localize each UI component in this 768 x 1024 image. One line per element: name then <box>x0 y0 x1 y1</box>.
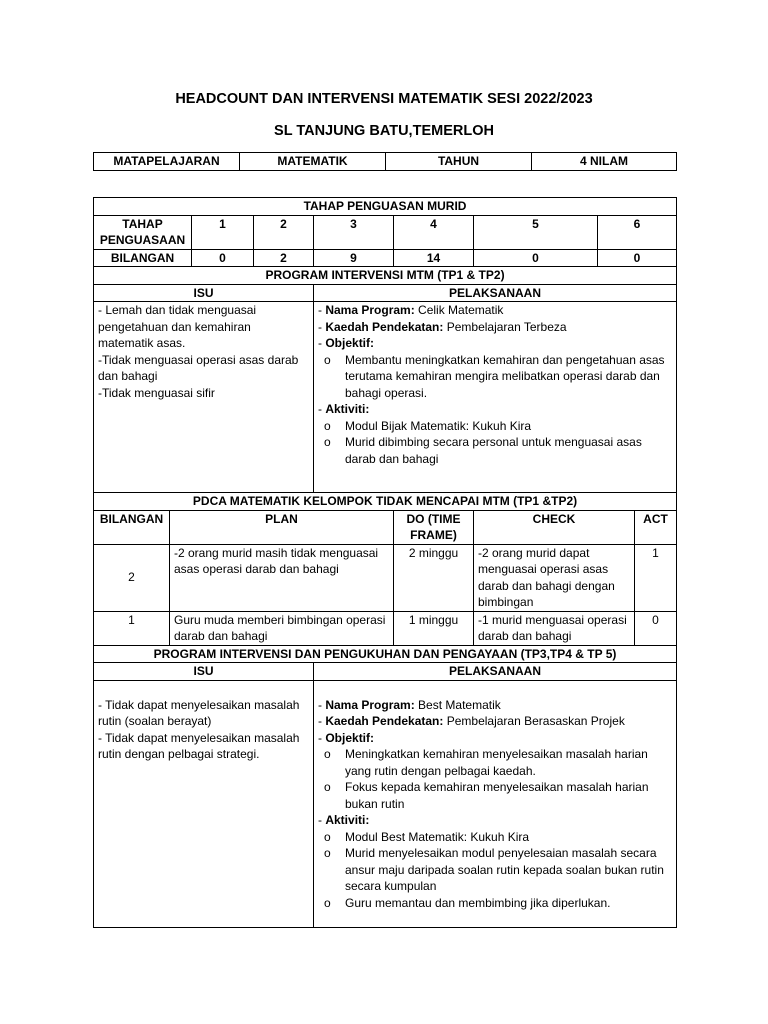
mastery-heading: TAHAP PENGUASAN MURID <box>94 198 677 216</box>
objective-item: o Membantu meningkatkan kemahiran dan pengetahuan asas terutama kemahiran mengira melibatkan operasi darab dan bahagi operasi. <box>318 352 672 402</box>
mastery-level: 5 <box>474 215 598 249</box>
pdca-col-do: DO (TIME FRAME) <box>394 510 474 544</box>
mastery-count: 0 <box>192 249 254 267</box>
mastery-count: 14 <box>394 249 474 267</box>
issue-item: - Tidak dapat menyelesaikan masalah rutin (soalan berayat) <box>98 697 300 728</box>
mastery-level: 1 <box>192 215 254 249</box>
program1-issues <box>94 302 314 493</box>
activity-item: o Murid dibimbing secara personal untuk menguasai asas darab dan bahagi <box>318 434 672 467</box>
mastery-level: 3 <box>314 215 394 249</box>
school-name: SL TANJUNG BATU,TEMERLOH <box>274 123 494 139</box>
info-table <box>93 152 677 171</box>
activity-item: o Guru memantau dan membimbing jika diperlukan. <box>318 895 672 912</box>
mastery-count: 9 <box>314 249 394 267</box>
pdca-bilangan: 2 <box>94 544 170 611</box>
program1-implementation: - Nama Program: Celik Matematik - Kaedah Pendekatan: Pembelajaran Terbeza - Objektif: o Membantu meningkatkan kemahiran dan pengetahuan asas terutama kemahiran mengira melibatkan operasi darab dan bahagi operasi. - Aktiviti: o Modul Bijak Matematik: Kukuh Kira o Murid dibimbing secara personal untuk menguasai asas darab dan bahagi <box>314 302 677 493</box>
pdca-do: 1 minggu <box>394 611 474 645</box>
objective-label: Objektif: <box>325 336 375 350</box>
approach-value: Pembelajaran Berasaskan Projek <box>443 714 625 728</box>
program1-issue-header: ISU <box>94 284 314 302</box>
program-value: Best Matematik <box>414 697 501 712</box>
program-value: Celik Matematik <box>414 303 504 317</box>
activity-item: o Modul Best Matematik: Kukuh Kira <box>318 829 672 846</box>
program1-heading: PROGRAM INTERVENSI MTM (TP1 & TP2) <box>94 267 677 285</box>
mastery-level: 4 <box>394 215 474 249</box>
year-label: TAHUN <box>386 153 532 171</box>
issue-item: -Tidak menguasai operasi asas darab dan bahagi <box>98 352 299 383</box>
pdca-plan: Guru muda memberi bimbingan operasi darab dan bahagi <box>170 611 394 645</box>
mastery-level-label: TAHAP PENGUASAAN <box>94 215 192 249</box>
activity-label: Aktiviti: <box>325 402 370 416</box>
mastery-level: 2 <box>254 215 314 249</box>
pdca-col-bilangan: BILANGAN <box>94 510 170 544</box>
mastery-count: 0 <box>474 249 598 267</box>
mastery-count-label: BILANGAN <box>94 249 192 267</box>
pdca-act: 1 <box>635 544 677 611</box>
program-label: Nama Program: <box>325 697 415 712</box>
objective-item: o Fokus kepada kemahiran menyelesaikan masalah harian bukan rutin <box>318 779 672 812</box>
pdca-act: 0 <box>635 611 677 645</box>
approach-value: Pembelajaran Terbeza <box>443 319 567 334</box>
issue-item: -Tidak menguasai sifir <box>98 385 215 400</box>
mastery-count: 2 <box>254 249 314 267</box>
pdca-check: -2 orang murid dapat menguasai operasi asas darab dan bahagi dengan bimbingan <box>474 544 635 611</box>
pdca-do: 2 minggu <box>394 544 474 611</box>
mastery-count: 0 <box>598 249 677 267</box>
year-value: 4 NILAM <box>532 153 677 171</box>
issue-item: - Lemah dan tidak menguasai pengetahuan dan kemahiran matematik asas. <box>98 303 257 350</box>
mastery-level: 6 <box>598 215 677 249</box>
approach-label: Kaedah Pendekatan: <box>325 714 444 728</box>
pdca-heading: PDCA MATEMATIK KELOMPOK TIDAK MENCAPAI MTM (TP1 &TP2) <box>94 493 677 511</box>
pdca-col-check: CHECK <box>474 510 635 544</box>
program2-impl-header: PELAKSANAAN <box>314 663 677 681</box>
program1-impl-header: PELAKSANAAN <box>314 284 677 302</box>
document-title: HEADCOUNT DAN INTERVENSI MATEMATIK SESI 2022/2023 <box>175 91 593 107</box>
subject-value: MATEMATIK <box>240 153 386 171</box>
activity-item: o Murid menyelesaikan modul penyelesaian masalah secara ansur maju daripada soalan rutin kepada soalan bukan rutin secara kumpulan <box>318 845 672 895</box>
pdca-col-plan: PLAN <box>170 510 394 544</box>
intervention-table <box>93 197 677 928</box>
program2-heading: PROGRAM INTERVENSI DAN PENGUKUHAN DAN PENGAYAAN (TP3,TP4 & TP 5) <box>94 645 677 663</box>
issue-item: - Tidak dapat menyelesaikan masalah rutin dengan pelbagai strategi. <box>98 730 300 761</box>
activity-label: Aktiviti: <box>325 813 370 827</box>
pdca-plan: -2 orang murid masih tidak menguasai asas operasi darab dan bahagi <box>170 544 394 611</box>
pdca-bilangan: 1 <box>94 611 170 645</box>
objective-label: Objektif: <box>325 730 375 745</box>
pdca-check: -1 murid menguasai operasi darab dan bahagi <box>474 611 635 645</box>
program2-issues <box>94 680 314 927</box>
approach-label: Kaedah Pendekatan: <box>325 319 444 334</box>
subject-label: MATAPELAJARAN <box>94 153 240 171</box>
objective-item: o Meningkatkan kemahiran menyelesaikan masalah harian yang rutin dengan pelbagai kaedah. <box>318 746 672 779</box>
pdca-col-act: ACT <box>635 510 677 544</box>
program-label: Nama Program: <box>325 303 415 317</box>
program2-implementation: - Nama Program: Best Matematik - Kaedah Pendekatan: Pembelajaran Berasaskan Projek - Objektif: o Meningkatkan kemahiran menyelesaikan masalah harian yang rutin dengan pelbagai kaedah. o Fokus kepada kemahiran menyelesaikan masalah harian bukan rutin - Aktiviti: o Modul Best Matematik: Kukuh Kira o Murid menyelesaikan modul penyelesaian masalah secara ansur maju daripada soalan rutin kepada soalan bukan rutin secara kumpulan o Guru memantau dan membimbing jika diperlukan. <box>314 680 677 927</box>
activity-item: o Modul Bijak Matematik: Kukuh Kira <box>318 418 672 435</box>
program2-issue-header: ISU <box>94 663 314 681</box>
